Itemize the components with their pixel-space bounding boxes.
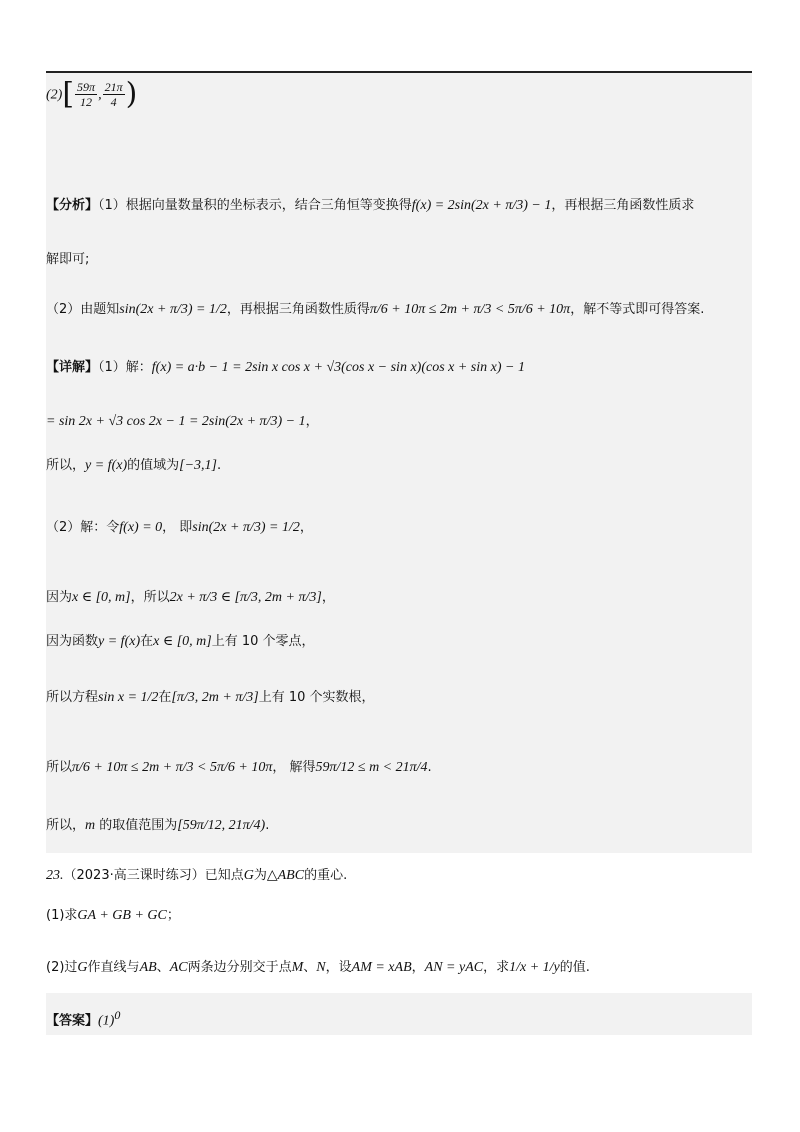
vector-equation: AM = xAB [351,960,412,975]
question-23-title: 23.（2023·高三课时练习）已知点G为△ABC的重心. [46,868,348,883]
formula: π/6 + 10π ≤ 2m + π/3 < 5π/6 + 10π [72,760,273,775]
detail-line-9: 所以，m 的取值范围为[59π/12, 21π/4). [46,818,270,833]
formula: sin x = 1/2 [98,690,159,705]
fraction: $\frac{21\pi}{4}$ [104,80,123,109]
formula: sin(2x + π/3) = 1/2 [119,302,227,317]
prev-answer-2: (2)[ $\frac{59\pi}{12}$ , $\frac{21\pi}{4}$ ) [46,76,138,112]
detail-line-1: 【详解】（1）解：f(x) = a·b − 1 = 2sin x cos x + √3(cos x − sin x)(cos x + sin x) − 1 [46,360,525,375]
analysis-line-3: （2）由题知sin(2x + π/3) = 1/2，再根据三角函数性质得π/6 + 10π ≤ 2m + π/3 < 5π/6 + 10π，解不等式即可得答案. [46,302,705,317]
vector-sum: GA + GB + GC [77,908,167,923]
formula: f(x) = a·b − 1 = 2sin x cos x + √3(cos x − sin x)(cos x + sin x) − 1 [151,360,525,375]
fraction: $\frac{59\pi}{12}$ [77,80,96,109]
formula: 1/x + 1/y [509,960,560,975]
analysis-tag: 【分析】 [46,198,99,213]
detail-line-3: 所以，y = f(x)的值域为[−3,1]. [46,458,222,473]
detail-line-2: = sin 2x + √3 cos 2x − 1 = 2sin(2x + π/3) − 1， [46,414,319,429]
detail-line-6: 因为函数y = f(x)在x ∈ [0, m]上有 10 个零点， [46,634,315,649]
detail-line-4: （2）解：令f(x) = 0， 即sin(2x + π/3) = 1/2， [46,520,313,535]
formula: π/6 + 10π ≤ 2m + π/3 < 5π/6 + 10π [369,302,571,317]
formula: = sin 2x + √3 cos 2x − 1 = 2sin(2x + π/3) − 1 [46,414,306,429]
detail-line-8: 所以π/6 + 10π ≤ 2m + π/3 < 5π/6 + 10π， 解得59π/12 ≤ m < 21π/4. [46,760,432,775]
formula: sin(2x + π/3) = 1/2 [192,520,300,535]
analysis-line-2: 解即可; [46,252,90,267]
question-23-part-1: (1)求GA + GB + GC； [46,908,180,923]
detail-line-7: 所以方程sin x = 1/2在[π/3, 2m + π/3]上有 10 个实数根， [46,690,375,705]
question-23-part-2: (2)过G作直线与AB、AC两条边分别交于点M、N，设AM = xAB，AN = yAC，求1/x + 1/y的值. [46,960,590,975]
detail-line-5: 因为x ∈ [0, m]，所以2x + π/3 ∈ [π/3, 2m + π/3]， [46,590,335,605]
analysis-line-1: 【分析】（1）根据向量数量积的坐标表示，结合三角恒等变换得f(x) = 2sin(2x + π/3) − 1，再根据三角函数性质求 [46,198,695,213]
answer-tag: 【答案】 [46,1013,99,1029]
formula: f(x) = 2sin(2x + π/3) − 1 [411,198,552,213]
answer-background [46,993,752,1035]
detail-tag: 【详解】 [46,360,99,375]
formula: 59π/12 ≤ m < 21π/4 [315,760,428,775]
vector-equation: AN = yAC [424,960,484,975]
answer-value: 0 [114,1008,121,1022]
answer-line: 【答案】(1)0 [46,1008,121,1029]
formula: 2x + π/3 ∈ [π/3, 2m + π/3] [169,590,322,605]
